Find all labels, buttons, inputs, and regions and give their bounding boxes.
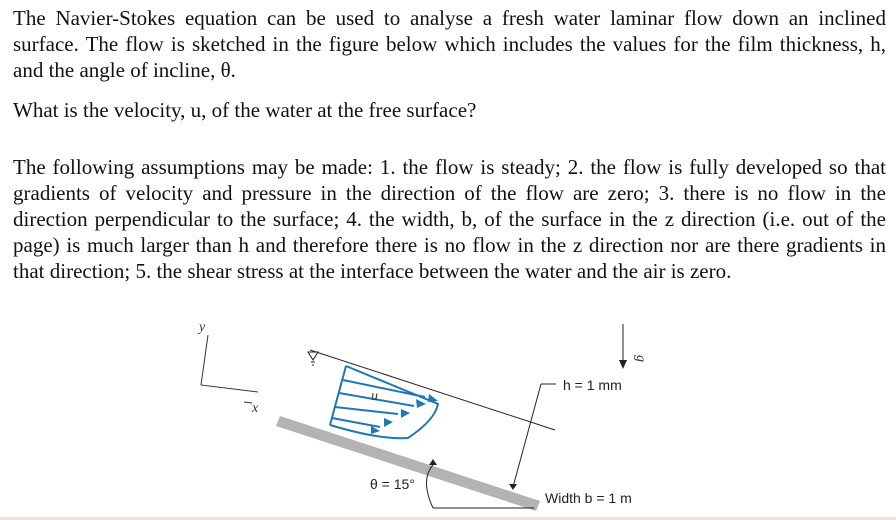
width-label: Width b = 1 m [545,490,632,506]
intro-paragraph: The Navier-Stokes equation can be used to analyse a fresh water laminar flow down an inclined surface. The flow is sketched in the figure below which includes the values for the film thickness, h, and the angle of incline, θ. [13,6,886,82]
y-axis-label: y [199,320,206,335]
coordinate-axes [197,320,259,416]
inclined-surface [276,416,540,511]
free-surface-marker [308,352,318,365]
assumptions-paragraph: The following assumptions may be made: 1. the flow is steady; 2. the flow is fully developed so that gradients of velocity and pressure in the direction of the flow are zero; 3. there is no flow in the direction perpendicular to the surface; 4. the width, b, of the surface in the z direction (i.e. out of the page) is much larger than h and therefore there is no flow in the z direction nor are there gradients in that direction; 5. the shear stress at the interface between the water and the air is zero. [13,155,886,283]
free-surface-line [310,350,555,430]
velocity-label: u [371,389,378,404]
x-axis-label: x [252,401,259,416]
angle-label: θ = 15° [370,476,415,492]
thickness-callout [509,384,556,490]
flow-figure [180,318,660,520]
gravity-arrow [619,324,627,369]
thickness-label: h = 1 mm [563,377,622,393]
question-paragraph: What is the velocity, u, of the water at the free surface? [13,98,477,122]
gravity-label: g [633,355,648,362]
